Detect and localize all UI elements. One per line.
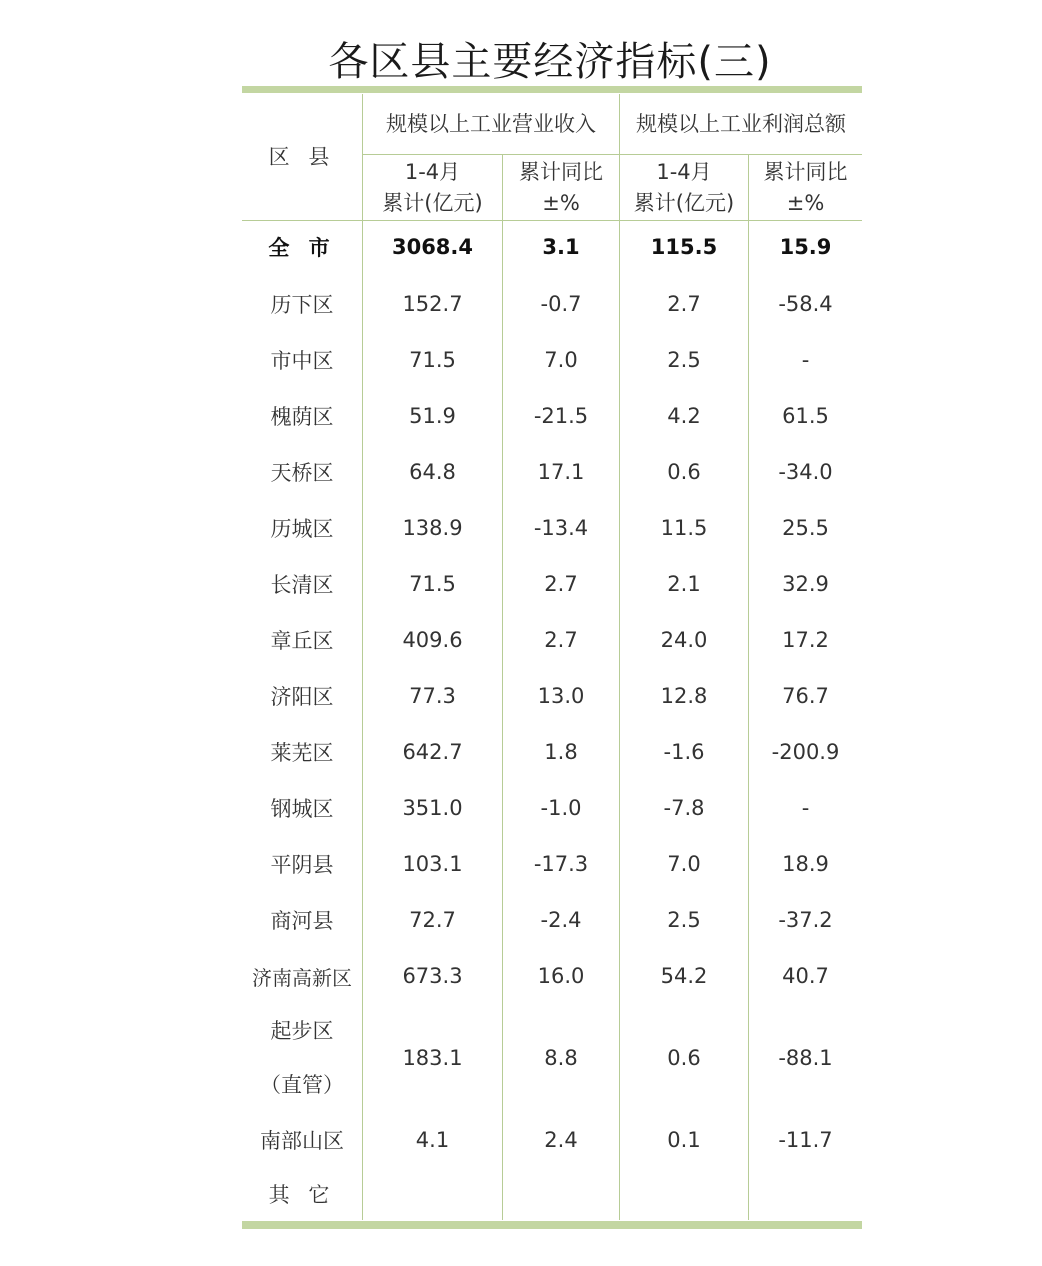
row-name: 长清区 [270,573,334,597]
cell-rev-yoy: 13.0 [537,684,585,708]
page-title: 各区县主要经济指标(三) [328,39,772,85]
cell-profit-yoy: 25.5 [782,516,829,540]
cell-profit: 115.5 [650,235,718,259]
cell-profit-yoy: 61.5 [782,404,829,428]
row-name [242,1006,362,1110]
cell-rev: 51.9 [409,404,456,428]
cell-profit-yoy: 40.7 [782,964,829,988]
header-profit-yoy [749,155,862,220]
header-line: ±% [786,190,825,215]
cell-profit-yoy: 76.7 [782,684,829,708]
cell-profit: 0.6 [667,1046,701,1070]
row-name: 槐荫区 [270,405,334,429]
cell-rev: 642.7 [402,740,463,764]
cell-profit-yoy: 17.2 [782,628,829,652]
divider [242,220,862,221]
cell-rev-yoy: 3.1 [542,235,580,259]
cell-profit: 24.0 [660,628,708,652]
cell-profit-yoy: 32.9 [782,572,829,596]
row-name: 南部山区 [260,1129,344,1153]
cell-rev-yoy: -1.0 [540,796,582,820]
cell-rev [363,1174,502,1214]
cell-rev-yoy: 16.0 [537,964,585,988]
row-name: 钢城区 [270,797,334,821]
cell-rev: 71.5 [409,572,456,596]
row-name: 市中区 [270,349,334,373]
header-line: 1-4月 [656,159,712,184]
cell-profit: 7.0 [667,852,701,876]
cell-profit-yoy: -88.1 [778,1046,833,1070]
cell-profit [620,1174,748,1214]
row-name: 商河县 [270,909,334,933]
cell-rev: 71.5 [409,348,456,372]
cell-profit: 2.5 [667,908,701,932]
cell-profit-yoy: -37.2 [778,908,833,932]
header-line: 累计同比 [763,159,848,184]
cell-profit: 0.1 [667,1128,701,1152]
cell-rev: 3068.4 [391,235,474,259]
row-name: 全 市 [268,236,336,260]
cell-profit: 54.2 [660,964,708,988]
cell-rev-yoy: 7.0 [544,348,578,372]
cell-profit: 2.5 [667,348,701,372]
header-line: 累计(亿元) [382,190,483,215]
cell-rev-yoy: 1.8 [544,740,578,764]
indicator-table [242,86,862,1230]
cell-profit-yoy: -58.4 [778,292,833,316]
row-name: 其 它 [268,1183,336,1207]
table-bottom-rule [242,1221,862,1229]
cell-rev-yoy: -2.4 [540,908,582,932]
header-line: 1-4月 [404,159,461,184]
row-name: 莱芜区 [270,741,334,765]
cell-rev: 183.1 [402,1046,463,1070]
cell-rev-yoy: -17.3 [533,852,589,876]
cell-profit-yoy [749,1174,862,1214]
header-line: 累计(亿元) [633,190,735,215]
row-name: 济南高新区 [252,965,352,990]
row-name: 天桥区 [270,461,334,485]
cell-rev: 152.7 [402,292,463,316]
cell-rev-yoy [503,1174,619,1214]
cell-profit-yoy: 15.9 [779,235,832,259]
cell-profit: 2.7 [667,292,701,316]
cell-profit-yoy: 18.9 [782,852,829,876]
cell-profit-yoy: - [801,796,810,820]
header-revenue-cumulative [363,155,502,220]
cell-rev: 64.8 [409,460,456,484]
cell-rev-yoy: -21.5 [533,404,589,428]
cell-rev-yoy: 8.8 [544,1046,578,1070]
cell-rev: 77.3 [409,684,456,708]
row-name: 济阳区 [270,685,334,709]
row-name: 平阴县 [270,853,334,877]
row-name: 章丘区 [270,629,334,653]
cell-rev: 103.1 [402,852,463,876]
cell-rev-yoy: -13.4 [533,516,589,540]
cell-rev: 72.7 [409,908,456,932]
cell-profit: 2.1 [667,572,701,596]
cell-profit: 4.2 [667,404,701,428]
cell-profit: -7.8 [663,796,705,820]
cell-profit-yoy: -200.9 [771,740,840,764]
cell-rev-yoy: 2.4 [544,1128,578,1152]
cell-profit: 0.6 [667,460,701,484]
header-line: 累计同比 [519,159,603,184]
row-name-line: 起步区 [270,1019,334,1043]
row-name-line: （直管） [260,1073,344,1097]
header-revenue-group: 规模以上工业营业收入 [386,111,596,136]
cell-rev-yoy: -0.7 [540,292,582,316]
header-line: ±% [542,190,580,215]
header-region: 区 县 [268,144,336,169]
cell-profit-yoy: -11.7 [778,1128,833,1152]
cell-rev: 4.1 [415,1128,450,1152]
row-name: 历下区 [270,293,334,317]
row-name: 历城区 [270,517,334,541]
cell-rev: 138.9 [402,516,463,540]
cell-rev: 409.6 [402,628,463,652]
cell-profit: -1.6 [663,740,705,764]
cell-profit-yoy: -34.0 [778,460,833,484]
cell-rev-yoy: 2.7 [544,572,578,596]
cell-rev: 351.0 [402,796,463,820]
cell-rev-yoy: 2.7 [544,628,578,652]
cell-rev-yoy: 17.1 [537,460,585,484]
table-top-rule [242,86,862,93]
cell-profit: 11.5 [660,516,708,540]
cell-profit: 12.8 [660,684,708,708]
header-revenue-yoy [503,155,619,220]
cell-profit-yoy: - [801,348,810,372]
cell-rev: 673.3 [402,964,463,988]
header-profit-cumulative [620,155,748,220]
header-profit-group: 规模以上工业利润总额 [636,111,846,136]
